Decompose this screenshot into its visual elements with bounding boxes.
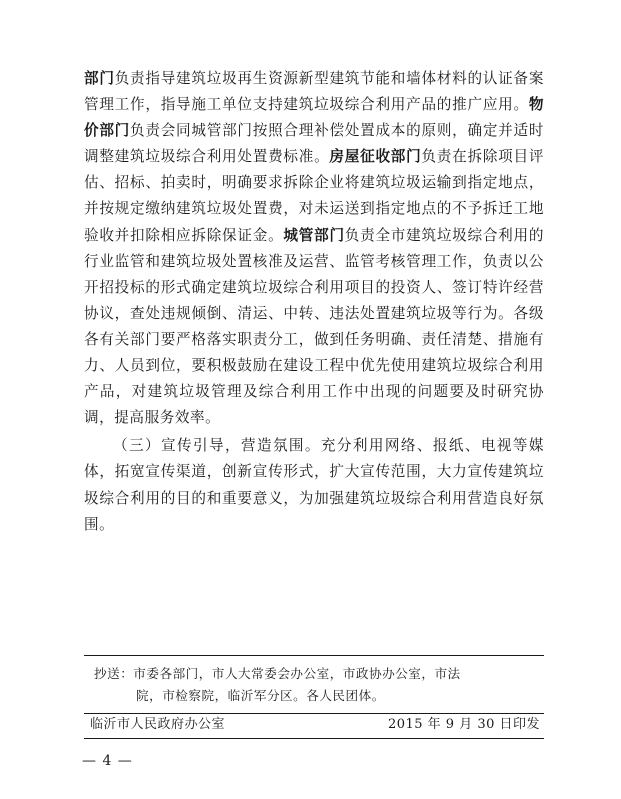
dept-heading-urban-management: 城管部门 bbox=[283, 226, 345, 244]
paragraph-responsibilities bbox=[84, 66, 544, 431]
dept-text-pricing: 负责会同城管部门按照合理补偿处置成本的原则，确定并适时调整建筑垃圾综合利用处置费标准。 bbox=[84, 122, 544, 166]
issuing-office: 临沂市人民政府办公室 bbox=[90, 717, 226, 732]
dept-text-expropriation: 负责在拆除项目评估、招标、拍卖时，明确要求拆除企业将建筑垃圾运输到指定地点，并按规定缴纳建筑垃圾处置费，对未运送到指定地点的不予拆迁工地验收并扣除相应拆除保证金。 bbox=[84, 148, 544, 244]
dept-heading-housing: 部门 bbox=[84, 70, 115, 87]
dept-text-urban-management: 负责全市建筑垃圾综合利用的行业监管和建筑垃圾处置核准及运营、监管考核管理工作，负责以公开招投标的形式确定建筑垃圾综合利用项目的投资人、签订特许经营协议，查处违规倾倒、清运、中转、违法处置建筑垃圾等行为。各级各有关部门要严格落实职责分工，做到任务明确、责任清楚、措施有力、人员到位，要积极鼓励在建设工程中优先使用建筑垃圾综合利用产品，对建筑垃圾管理及综合利用工作中出现的问题要及时研究协调，提高服务效率。 bbox=[84, 226, 544, 427]
issue-info bbox=[84, 711, 544, 739]
cc-distribution-list bbox=[84, 655, 544, 714]
cc-line-1: 抄送：市委各部门，市人大常委会办公室，市政协办公室，市法 bbox=[94, 666, 461, 681]
cc-line-2: 院，市检察院，临沂军分区。各人民团体。 bbox=[136, 688, 385, 703]
issue-date: 2015 年 9 月 30 日印发 bbox=[387, 717, 540, 732]
page-number: — 4 — bbox=[82, 753, 133, 769]
document-body bbox=[84, 66, 544, 538]
dept-heading-expropriation: 房屋征收部门 bbox=[329, 148, 422, 166]
dept-heading-pricing: 物价部门 bbox=[84, 96, 544, 140]
dept-text-housing: 负责指导建筑垃圾再生资源新型建筑节能和墙体材料的认证备案管理工作，指导施工单位支持建筑垃圾综合利用产品的推广应用。 bbox=[84, 70, 544, 114]
paragraph-publicity: （三）宣传引导，营造氛围。充分利用网络、报纸、电视等媒体，拓宽宣传渠道，创新宣传形式，扩大宣传范围，大力宣传建筑垃圾综合利用的目的和重要意义，为加强建筑垃圾综合利用营造良好氛围。 bbox=[84, 437, 544, 533]
